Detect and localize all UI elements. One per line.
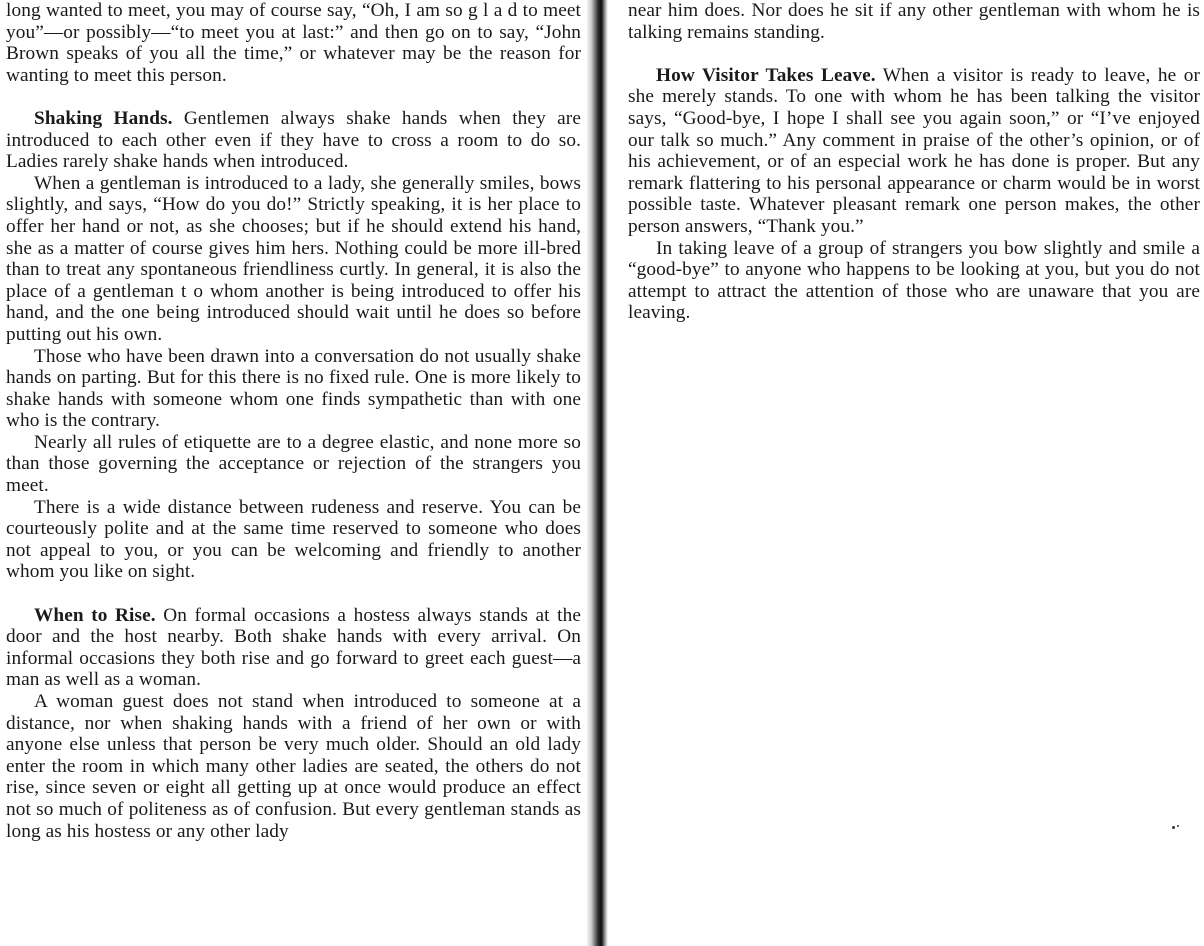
- left-text-column: [6, 0, 581, 842]
- text-shaking-hands: Gentlemen always shake hands when they are introduced to each other even if they have to cross a room to do so. Ladies rarely shake hands when introduced.: [6, 107, 581, 173]
- paragraph-intro-continued: long wanted to meet, you may of course say, “Oh, I am so g l a d to meet you”—or possibly—“to meet you at last:” and then go on to say, “John Brown speaks of you all the time,” or whatever may be the reason for wanting to meet this person.: [6, 0, 581, 86]
- heading-visitor-leave: How Visitor Takes Leave.: [656, 64, 876, 86]
- paragraph-rudeness-reserve: There is a wide distance between rudeness and reserve. You can be courteously polite and at the same time reserved to someone who does not appeal to you, or you can be welcoming and friendly to another whom you like on sight.: [6, 496, 581, 583]
- heading-when-to-rise: When to Rise.: [34, 604, 156, 626]
- right-text-column: [628, 0, 1200, 324]
- paragraph-when-to-rise: [6, 605, 581, 691]
- paragraph-shaking-hands: [6, 108, 581, 173]
- paragraph-woman-guest: A woman guest does not stand when introduced to someone at a distance, nor when shaking hands with a friend of her own or with anyone else unless that person be very much older. Should an old lady enter the room in which many other ladies are seated, the others do not rise, since seven or eight all getting up at once would produce an effect not so much of politeness as of confusion. But every gentleman stands as long as his hostess or any other lady: [6, 691, 581, 842]
- scan-speck: [1177, 825, 1179, 827]
- paragraph-leave-group: In taking leave of a group of strangers you bow slightly and smile a “good-bye” to anyone who happens to be looking at you, but you do not attempt to attract the attention of those who are unaware that you are leaving.: [628, 237, 1200, 324]
- heading-shaking-hands: Shaking Hands.: [34, 107, 173, 129]
- book-gutter-shadow: [586, 0, 608, 946]
- text-when-to-rise: On formal occasions a hostess always stands at the door and the host nearby. Both shake hands with every arrival. On informal occasions they both rise and go forward to greet each guest—a man as well as a woman.: [6, 604, 581, 691]
- paragraph-visitor-leave: [628, 65, 1200, 238]
- paragraph-gentleman-introduced: When a gentleman is introduced to a lady, she generally smiles, bows slightly, and says, “How do you do!” Strictly speaking, it is her place to offer her hand or not, as she chooses; but if he should extend his hand, she as a matter of course gives him hers. Nothing could be more ill-bred than to treat any spontaneous friendliness curtly. In general, it is also the place of a gentleman t o whom another is being introduced to offer his hand, and the one being introduced should wait until he does so before putting out his own.: [6, 172, 581, 345]
- paragraph-conversation-parting: Those who have been drawn into a conversation do not usually shake hands on parting. But for this there is no fixed rule. One is more likely to shake hands with someone whom one finds sympathetic than with one who is the contrary.: [6, 345, 581, 432]
- paragraph-gentleman-continued: near him does. Nor does he sit if any other gentleman with whom he is talking remains standing.: [628, 0, 1200, 43]
- text-visitor-leave: When a visitor is ready to leave, he or she merely stands. To one with whom he has been talking the visitor says, “Good-bye, I hope I shall see you again soon,” or “I’ve enjoyed our talk so much.” Any comment in praise of the other’s opinion, or of his achievement, or of an especial work he has done is proper. But any remark flattering to his personal appearance or charm would be in worst possible taste. Whatever pleasant remark one person makes, the other person answers, “Thank you.”: [628, 64, 1200, 237]
- scan-speck: [1172, 826, 1175, 829]
- paragraph-rules-elastic: Nearly all rules of etiquette are to a degree elastic, and none more so than those governing the acceptance or rejection of the strangers you meet.: [6, 431, 581, 497]
